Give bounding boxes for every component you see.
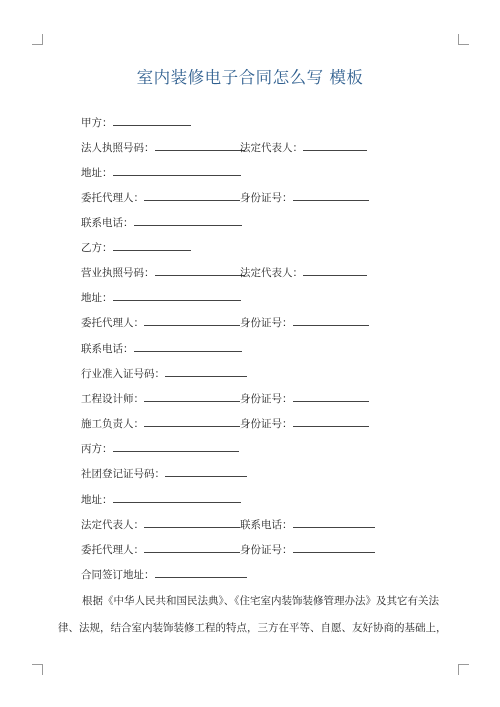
party-b-address-row [81,290,241,305]
party-a-phone-row [81,215,242,230]
party-a-address-label: 地址： [81,167,113,179]
party-a-phone-label: 联系电话： [81,217,134,229]
signing-address-label: 合同签订地址： [81,569,155,581]
signing-address-field[interactable] [155,567,247,578]
party-b-id-field[interactable] [293,315,369,326]
party-c-label: 丙方： [81,443,113,455]
party-b-designer-field[interactable] [144,391,240,402]
party-b-license-label: 营业执照号码： [81,267,155,279]
crop-mark-bottom-left [32,664,43,675]
party-c-row [81,441,239,456]
party-b-address-label: 地址： [81,292,113,304]
party-a-license-field[interactable] [155,140,245,151]
party-a-address-row [81,165,241,180]
party-c-field[interactable] [113,441,239,452]
party-a-id-label: 身份证号： [240,192,293,204]
party-c-agent-field[interactable] [144,542,240,553]
party-c-phone-field[interactable] [293,517,375,528]
crop-mark-top-right [458,34,469,45]
party-c-address-row [81,492,241,507]
party-b-legal-rep-field[interactable] [303,265,367,276]
party-a-id-field[interactable] [293,190,369,201]
party-a-phone-field[interactable] [134,215,242,226]
party-b-agent-field[interactable] [144,315,240,326]
party-b-phone-label: 联系电话： [81,343,134,355]
party-a-row [81,115,191,130]
party-a-legal-rep-label: 法定代表人： [240,142,303,154]
party-b-address-field[interactable] [113,290,241,301]
party-c-phone-label: 联系电话： [240,519,293,531]
party-b-id-label: 身份证号： [240,317,293,329]
party-b-field[interactable] [113,240,191,251]
party-b-phone-field[interactable] [134,341,242,352]
body-paragraph-line-1: 根据《中华人民共和国民法典》、《住宅室内装饰装修管理办法》及其它有关法 [82,595,439,607]
party-b-manager-id-field[interactable] [293,416,369,427]
party-b-phone-row [81,341,242,356]
crop-mark-bottom-right [458,664,469,675]
party-c-agent-label: 委托代理人： [81,544,144,556]
party-a-agent-label: 委托代理人： [81,192,144,204]
party-c-registration-label: 社团登记证号码： [81,468,165,480]
party-c-address-label: 地址： [81,494,113,506]
party-b-designer-id-field[interactable] [293,391,369,402]
party-a-address-field[interactable] [113,165,241,176]
party-b-legal-rep-label: 法定代表人： [240,267,303,279]
party-b-label: 乙方： [81,242,113,254]
party-b-manager-id-label: 身份证号： [240,418,293,430]
party-c-registration-row [81,466,247,481]
document-title: 室内装修电子合同怎么写 模板 [136,68,364,87]
party-b-agent-label: 委托代理人： [81,317,144,329]
party-a-label: 甲方： [81,117,113,129]
body-paragraph-line-2: 律、法规，结合室内装饰装修工程的特点，三方在平等、自愿、友好协商的基础上， [58,622,447,634]
party-c-registration-field[interactable] [165,466,247,477]
party-c-id-field[interactable] [293,542,375,553]
party-b-permit-row [81,366,247,381]
party-a-field[interactable] [113,115,191,126]
party-b-designer-label: 工程设计师： [81,393,144,405]
party-b-manager-field[interactable] [144,416,240,427]
signing-address-row [81,567,247,582]
party-c-legal-rep-field[interactable] [144,517,240,528]
party-a-license-label: 法人执照号码： [81,142,155,154]
party-b-row [81,240,191,255]
party-a-agent-field[interactable] [144,190,240,201]
party-b-license-field[interactable] [155,265,245,276]
party-b-designer-id-label: 身份证号： [240,393,293,405]
party-a-legal-rep-field[interactable] [303,140,367,151]
party-b-permit-field[interactable] [165,366,247,377]
crop-mark-top-left [32,34,43,45]
party-c-legal-rep-label: 法定代表人： [81,519,144,531]
party-b-permit-label: 行业准入证号码： [81,368,165,380]
party-c-address-field[interactable] [113,492,241,503]
party-b-manager-label: 施工负责人： [81,418,144,430]
party-c-id-label: 身份证号： [240,544,293,556]
